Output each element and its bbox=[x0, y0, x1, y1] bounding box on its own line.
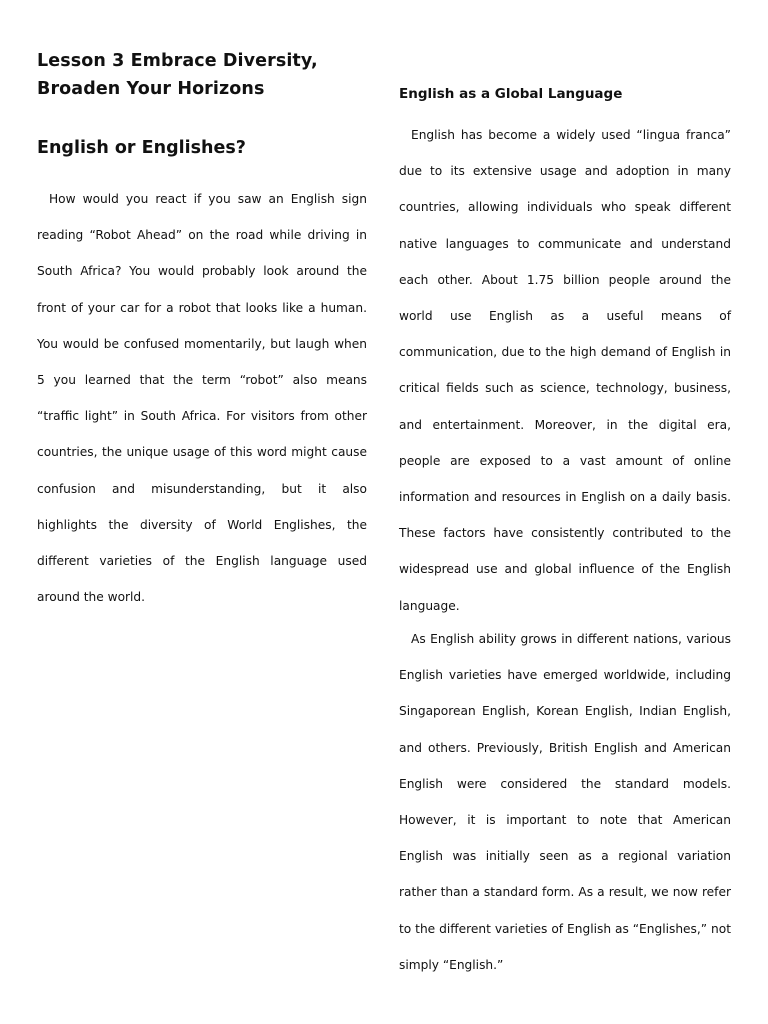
lesson-title-line2: Broaden Your Horizons bbox=[37, 79, 265, 99]
section2-paragraph-1: English has become a widely used “lingua franca” due to its extensive usage and adoption in many countries, allowing individuals who speak different native languages to communicate and understand each other. About 1.75 billion people around the world use English as a useful means of communication, due to the high demand of English in critical fields such as science, technology, business, and entertainment. Moreover, in the digital era, people are exposed to a vast amount of online information and resources in English on a daily basis. These factors have consistently contributed to the widespread use and global influence of the English language. bbox=[399, 128, 731, 613]
lesson-title bbox=[37, 47, 367, 103]
section1-paragraph: How would you react if you saw an English sign reading “Robot Ahead” on the road while driving in South Africa? You would probably look around the front of your car for a robot that looks like a human. You would be confused momentarily, but laugh when 5 you learned that the term “robot” also means “traffic light” in South Africa. For visitors from other countries, the unique usage of this word might cause confusion and misunderstanding, but it also highlights the diversity of World Englishes, the different varieties of the English language used around the world. bbox=[37, 192, 367, 605]
section-heading-english-global-language: English as a Global Language bbox=[399, 86, 623, 102]
section-heading-english-or-englishes: English or Englishes? bbox=[37, 138, 246, 158]
lesson-title-line1: Lesson 3 Embrace Diversity, bbox=[37, 51, 318, 71]
section2-paragraph-2: As English ability grows in different nations, various English varieties have emerged worldwide, including Singaporean English, Korean English, Indian English, and others. Previously, British English and American English were considered the standard models. However, it is important to note that American English was initially seen as a regional variation rather than a standard form. As a result, we now refer to the different varieties of English as “Englishes,” not simply “English.” bbox=[399, 632, 731, 972]
